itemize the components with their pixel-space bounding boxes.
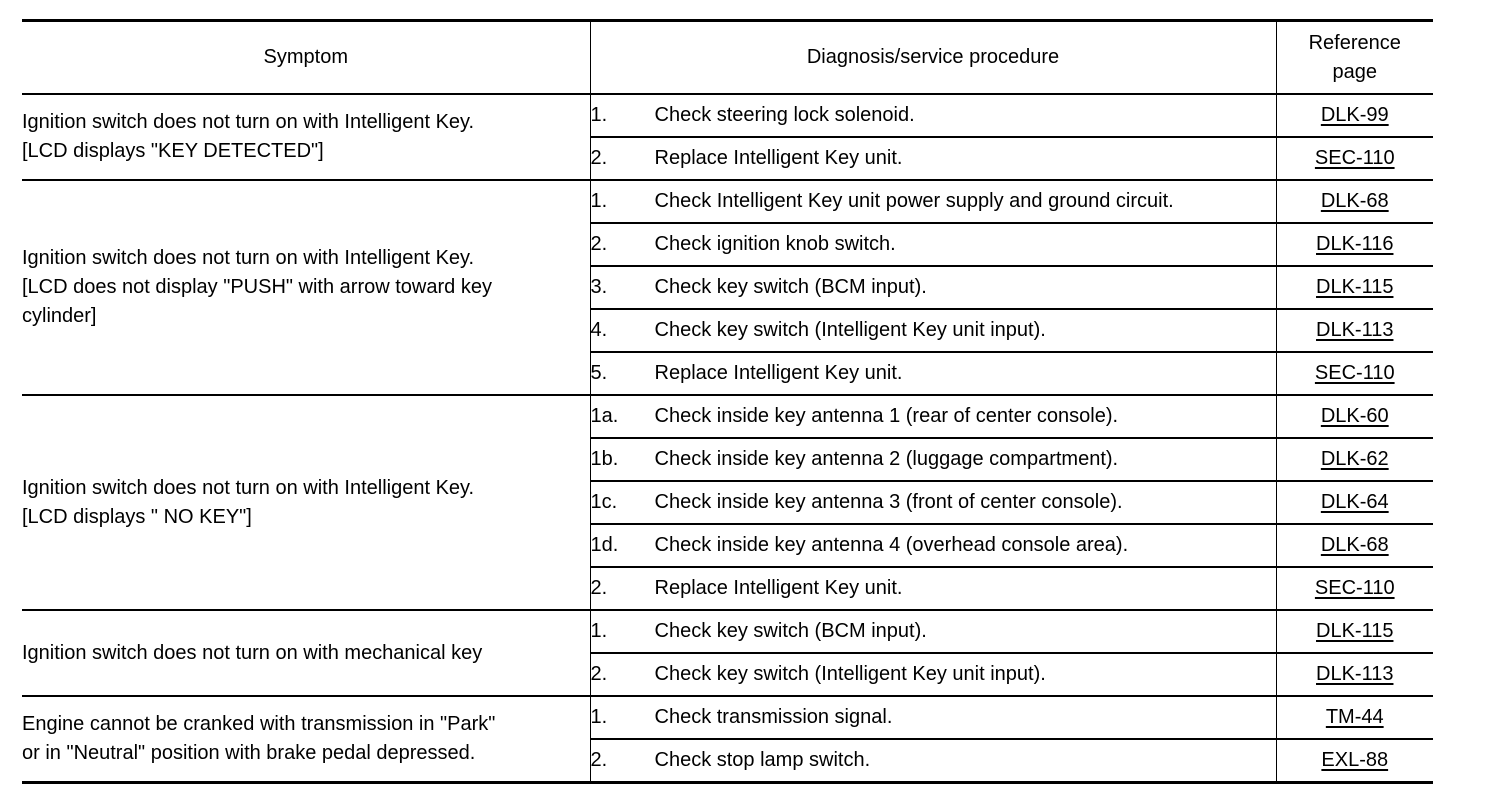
step-text: Check Intelligent Key unit power supply and ground circuit. — [654, 190, 1174, 212]
procedure-cell — [590, 438, 1276, 481]
step-number: 1. — [590, 190, 608, 212]
step-number: 1d. — [590, 534, 619, 556]
reference-link[interactable]: SEC-110 — [1314, 362, 1395, 384]
reference-link[interactable]: DLK-60 — [1320, 405, 1389, 427]
step-number: 2. — [590, 577, 608, 599]
reference-cell — [1276, 266, 1433, 309]
symptom-line: cylinder] — [22, 305, 97, 327]
reference-cell — [1276, 438, 1433, 481]
reference-link[interactable]: DLK-62 — [1320, 448, 1389, 470]
table-row — [22, 696, 1433, 739]
reference-cell — [1276, 180, 1433, 223]
table-row — [22, 180, 1433, 223]
reference-header-line: Reference — [1308, 31, 1401, 54]
procedure-cell — [590, 223, 1276, 266]
reference-link[interactable]: DLK-68 — [1320, 534, 1389, 556]
step-text: Check inside key antenna 1 (rear of center console). — [654, 405, 1119, 427]
step-text: Check inside key antenna 4 (overhead console area). — [654, 534, 1129, 556]
reference-link[interactable]: DLK-113 — [1316, 319, 1394, 341]
symptom-line: or in "Neutral" position with brake pedal depressed. — [22, 742, 476, 764]
procedure-cell — [590, 524, 1276, 567]
reference-cell — [1276, 223, 1433, 266]
step-text: Check stop lamp switch. — [654, 749, 871, 771]
symptom-line: Ignition switch does not turn on with Intelligent Key. — [22, 247, 475, 269]
reference-link[interactable]: SEC-110 — [1314, 147, 1395, 169]
reference-header-line: page — [1332, 60, 1377, 83]
reference-link[interactable]: DLK-99 — [1320, 104, 1389, 126]
procedure-cell — [590, 696, 1276, 739]
step-number: 5. — [590, 362, 608, 384]
symptom-line: [LCD displays "KEY DETECTED"] — [22, 140, 324, 162]
step-text: Check steering lock solenoid. — [654, 104, 915, 126]
procedure-cell — [590, 266, 1276, 309]
reference-cell — [1276, 653, 1433, 696]
procedure-header: Diagnosis/service procedure — [590, 21, 1276, 95]
reference-cell — [1276, 309, 1433, 352]
step-text: Check key switch (BCM input). — [654, 620, 927, 642]
reference-cell — [1276, 352, 1433, 395]
step-text: Check inside key antenna 3 (front of center console). — [654, 491, 1123, 513]
procedure-cell — [590, 137, 1276, 180]
procedure-cell — [590, 352, 1276, 395]
procedure-cell — [590, 567, 1276, 610]
step-text: Check transmission signal. — [654, 706, 893, 728]
reference-link[interactable]: DLK-116 — [1316, 233, 1394, 255]
step-number: 1c. — [590, 491, 618, 513]
step-number: 1. — [590, 620, 608, 642]
procedure-cell — [590, 653, 1276, 696]
step-number: 2. — [590, 749, 608, 771]
symptom-cell — [22, 610, 590, 696]
reference-cell — [1276, 137, 1433, 180]
header-row — [22, 21, 1433, 95]
reference-cell — [1276, 94, 1433, 137]
symptom-cell — [22, 94, 590, 180]
step-number: 3. — [590, 276, 608, 298]
reference-cell — [1276, 610, 1433, 653]
step-text: Replace Intelligent Key unit. — [654, 577, 903, 599]
reference-cell — [1276, 567, 1433, 610]
table-row — [22, 94, 1433, 137]
symptom-cell — [22, 180, 590, 395]
diagnosis-table-body — [22, 94, 1433, 783]
diagnosis-table — [22, 19, 1433, 784]
procedure-cell — [590, 739, 1276, 783]
symptom-line: Ignition switch does not turn on with Intelligent Key. — [22, 111, 475, 133]
procedure-cell — [590, 395, 1276, 438]
procedure-cell — [590, 481, 1276, 524]
step-text: Check inside key antenna 2 (luggage compartment). — [654, 448, 1119, 470]
symptom-line: [LCD does not display "PUSH" with arrow toward key — [22, 276, 492, 298]
step-text: Check key switch (BCM input). — [654, 276, 927, 298]
step-number: 2. — [590, 663, 608, 685]
table-row — [22, 395, 1433, 438]
reference-link[interactable]: DLK-64 — [1320, 491, 1389, 513]
reference-cell — [1276, 481, 1433, 524]
reference-cell — [1276, 524, 1433, 567]
reference-link[interactable]: DLK-68 — [1320, 190, 1389, 212]
step-text: Check ignition knob switch. — [654, 233, 896, 255]
reference-link[interactable]: TM-44 — [1325, 706, 1384, 728]
symptom-line: Ignition switch does not turn on with mechanical key — [22, 641, 483, 664]
reference-cell — [1276, 696, 1433, 739]
step-number: 1. — [590, 104, 608, 126]
procedure-cell — [590, 610, 1276, 653]
procedure-cell — [590, 180, 1276, 223]
symptom-header: Symptom — [22, 21, 590, 95]
reference-link[interactable]: EXL-88 — [1321, 749, 1389, 771]
document — [22, 19, 1433, 784]
symptom-line: Engine cannot be cranked with transmission in "Park" — [22, 713, 496, 735]
step-number: 2. — [590, 233, 608, 255]
reference-link[interactable]: DLK-115 — [1316, 620, 1394, 642]
procedure-cell — [590, 94, 1276, 137]
step-number: 4. — [590, 319, 608, 341]
symptom-line: [LCD displays " NO KEY"] — [22, 505, 252, 528]
step-number: 1b. — [590, 448, 619, 470]
step-text: Check key switch (Intelligent Key unit input). — [654, 663, 1046, 685]
step-number: 2. — [590, 147, 608, 169]
reference-header — [1276, 21, 1433, 95]
step-number: 1a. — [590, 405, 619, 427]
reference-link[interactable]: SEC-110 — [1314, 577, 1395, 599]
reference-link[interactable]: DLK-115 — [1316, 276, 1394, 298]
table-row — [22, 610, 1433, 653]
step-number: 1. — [590, 706, 608, 728]
step-text: Replace Intelligent Key unit. — [654, 147, 903, 169]
step-text: Check key switch (Intelligent Key unit input). — [654, 319, 1046, 341]
step-text: Replace Intelligent Key unit. — [654, 362, 903, 384]
reference-cell — [1276, 395, 1433, 438]
symptom-cell — [22, 395, 590, 610]
reference-cell — [1276, 739, 1433, 783]
symptom-cell — [22, 696, 590, 783]
reference-link[interactable]: DLK-113 — [1316, 663, 1394, 685]
procedure-cell — [590, 309, 1276, 352]
symptom-line: Ignition switch does not turn on with Intelligent Key. — [22, 476, 475, 499]
